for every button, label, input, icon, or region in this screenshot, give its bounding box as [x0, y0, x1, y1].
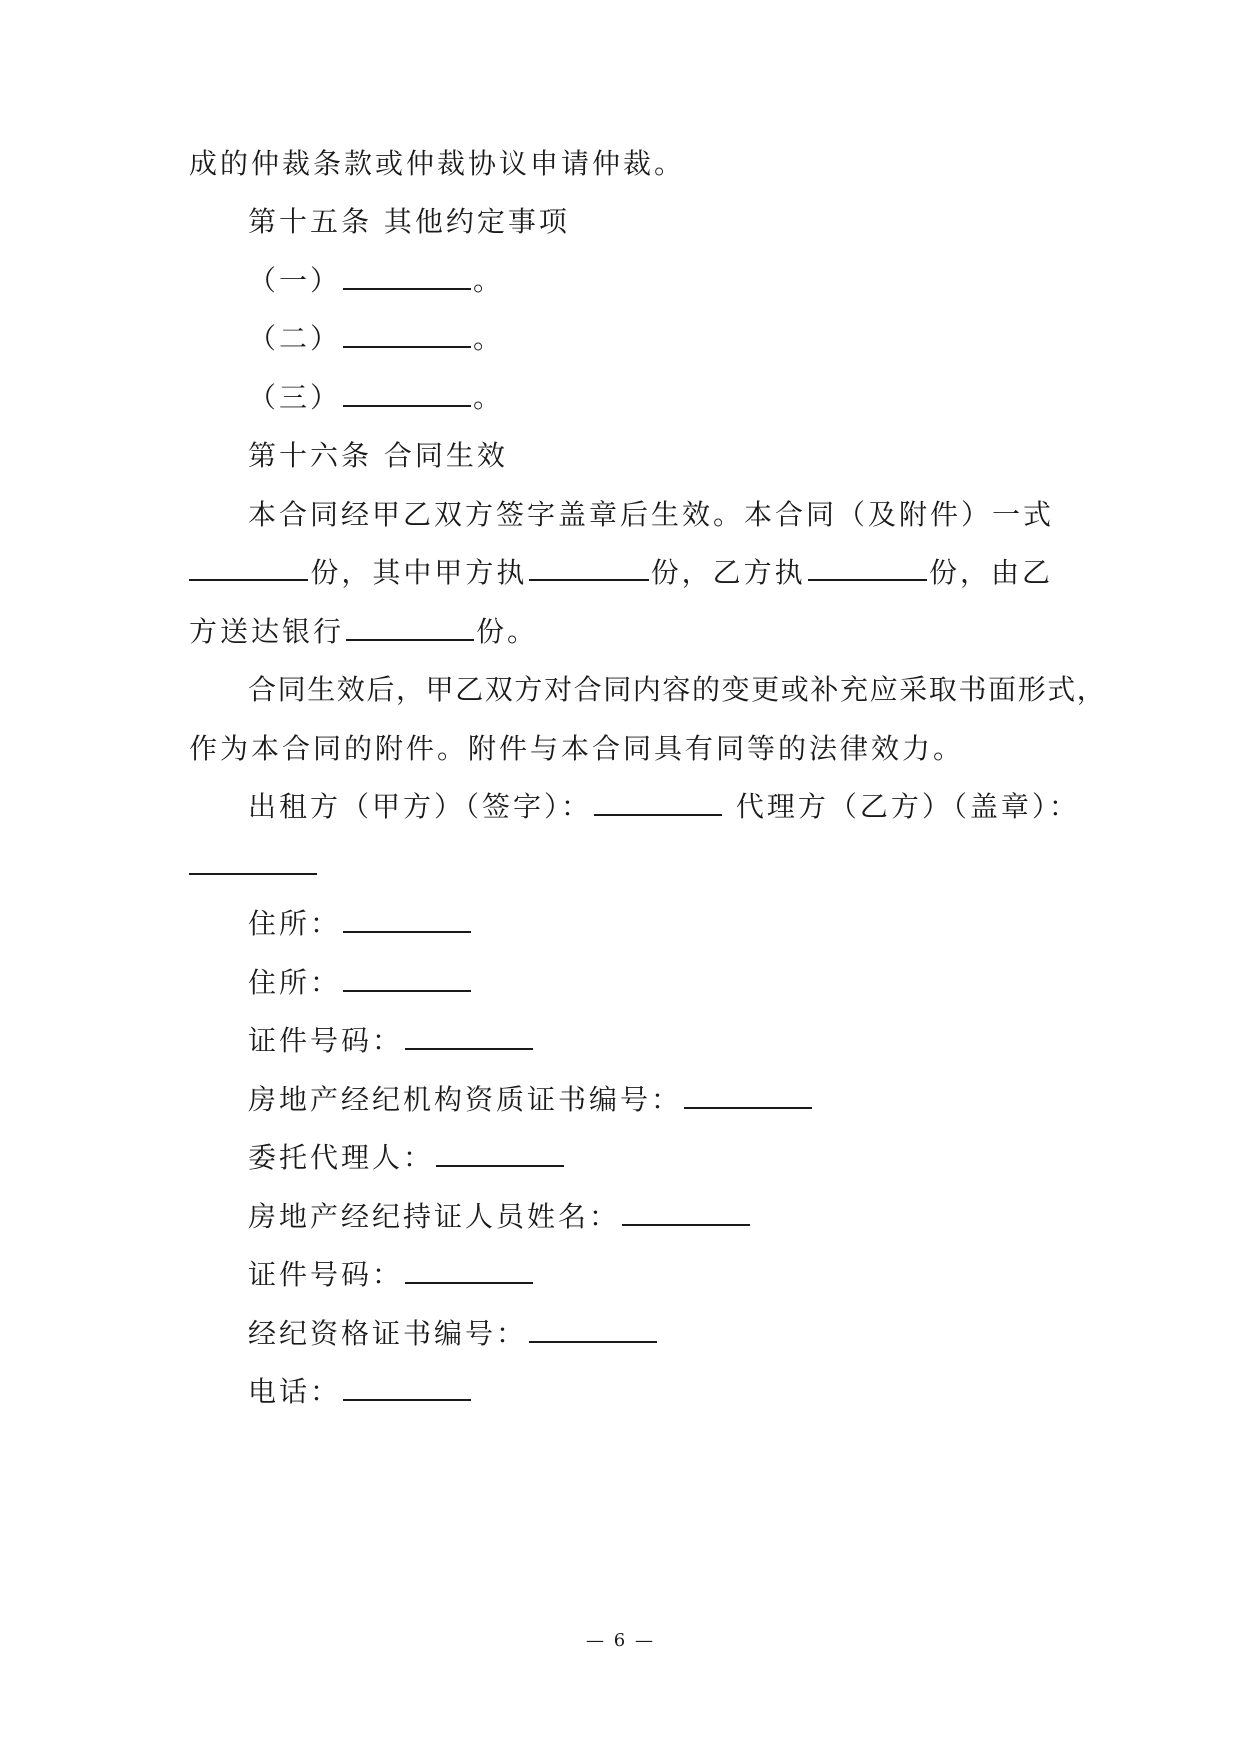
- agent-seal-blank-line: [189, 846, 319, 886]
- paragraph-text: 份，由乙: [928, 556, 1053, 589]
- phone-line: [248, 1372, 473, 1412]
- id-number-label: 证件号码：: [248, 1024, 404, 1057]
- blank-field: [343, 1373, 471, 1401]
- qualification-cert-label: 经纪资格证书编号：: [248, 1317, 528, 1350]
- blank-field: [405, 1022, 533, 1050]
- item-1: [248, 261, 504, 301]
- address-1-line: [248, 904, 473, 944]
- lessor-signature-label: 出租方（甲方）（签字）：: [248, 790, 593, 823]
- paragraph-text: 方送达银行: [189, 615, 345, 648]
- article-15-title-text: 第十五条 其他约定事项: [248, 205, 570, 238]
- blank-field: [622, 1198, 750, 1226]
- text-l1: 成的仲裁条款或仲裁协议申请仲裁。: [189, 147, 686, 180]
- item-1-label: （一）: [248, 264, 342, 297]
- blank-field: [529, 553, 648, 581]
- id-number-2-line: [248, 1255, 535, 1295]
- agency-cert-label: 房地产经纪机构资质证书编号：: [248, 1083, 683, 1116]
- item-2: [248, 319, 504, 359]
- signature-line: [248, 787, 1080, 827]
- blank-field: [343, 262, 471, 290]
- page-number: — 6 —: [586, 1630, 655, 1651]
- phone-label: 电话：: [248, 1375, 342, 1408]
- blank-field: [594, 788, 722, 816]
- text-line: [189, 144, 685, 184]
- period: 。: [473, 381, 505, 414]
- article-16-title: [248, 436, 508, 476]
- paragraph-2-line-1: [248, 670, 1106, 710]
- paragraph-1-line-2: [189, 553, 1053, 593]
- id-number-1-line: [248, 1021, 535, 1061]
- blank-field: [529, 1315, 657, 1343]
- address-label: 住所：: [248, 966, 342, 999]
- article-15-title: [248, 202, 570, 242]
- item-3-label: （三）: [248, 381, 342, 414]
- period: 。: [473, 264, 505, 297]
- article-16-title-text: 第十六条 合同生效: [248, 439, 508, 472]
- blank-field: [436, 1139, 564, 1167]
- item-3: [248, 378, 504, 418]
- qualification-cert-line: [248, 1314, 659, 1354]
- paragraph-1-line-1: [248, 495, 1054, 535]
- entrusted-agent-label: 委托代理人：: [248, 1141, 435, 1174]
- item-2-label: （二）: [248, 322, 342, 355]
- blank-field: [343, 320, 471, 348]
- agent-seal-label: 代理方（乙方）（盖章）：: [735, 790, 1080, 823]
- entrusted-agent-line: [248, 1138, 566, 1178]
- paragraph-text: 份。: [476, 615, 539, 648]
- period: 。: [473, 322, 505, 355]
- broker-name-line: [248, 1197, 752, 1237]
- blank-field: [189, 847, 317, 875]
- paragraph-text: 作为本合同的附件。附件与本合同具有同等的法律效力。: [189, 732, 965, 765]
- blank-field: [189, 553, 308, 581]
- broker-name-label: 房地产经纪持证人员姓名：: [248, 1200, 621, 1233]
- blank-field: [808, 553, 927, 581]
- paragraph-text: 份，其中甲方执: [310, 556, 528, 589]
- blank-field: [343, 964, 471, 992]
- address-2-line: [248, 963, 473, 1003]
- blank-field: [346, 613, 474, 641]
- paragraph-text: 份，乙方执: [650, 556, 806, 589]
- address-label: 住所：: [248, 907, 342, 940]
- blank-field: [405, 1256, 533, 1284]
- id-number-label: 证件号码：: [248, 1258, 404, 1291]
- blank-field: [343, 379, 471, 407]
- paragraph-text: 合同生效后，甲乙双方对合同内容的变更或补充应采取书面形式，: [248, 673, 1107, 706]
- paragraph-2-line-2: [189, 729, 964, 769]
- paragraph-1-line-3: [189, 612, 538, 652]
- blank-field: [684, 1081, 812, 1109]
- agency-cert-line: [248, 1080, 814, 1120]
- paragraph-text: 本合同经甲乙双方签字盖章后生效。本合同（及附件）一式: [248, 498, 1055, 531]
- blank-field: [343, 905, 471, 933]
